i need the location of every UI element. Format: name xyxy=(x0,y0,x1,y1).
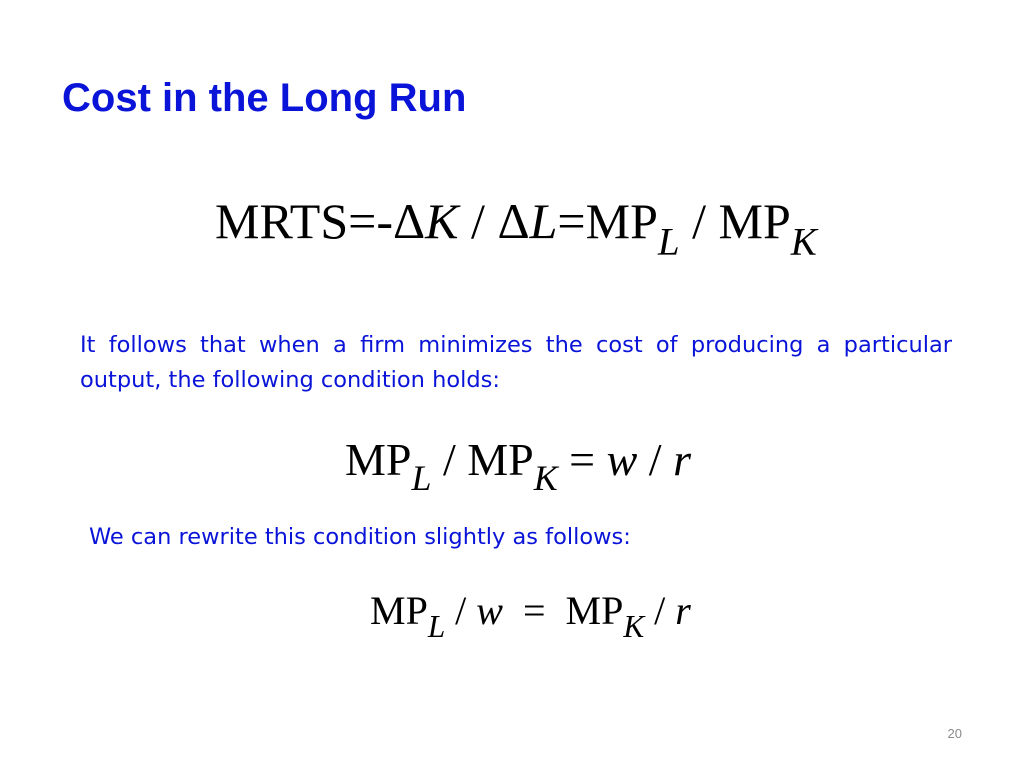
labor-subscript: L xyxy=(657,220,680,264)
rewritten-condition-equation xyxy=(370,588,691,645)
capital-variable: K xyxy=(425,193,459,249)
labor-variable: L xyxy=(529,193,558,249)
division-slash: / xyxy=(431,434,468,485)
marginal-product-label: MP xyxy=(467,434,534,485)
wage-variable: w xyxy=(476,588,503,633)
capital-subscript: K xyxy=(533,458,558,499)
marginal-product-label: MP xyxy=(718,193,791,249)
cost-minimization-condition-equation xyxy=(345,434,691,499)
division-slash: / xyxy=(458,193,498,249)
division-slash: / xyxy=(644,588,676,633)
equals-sign: = xyxy=(557,193,586,249)
labor-subscript: L xyxy=(427,609,446,645)
delta-symbol: Δ xyxy=(497,193,530,249)
rental-rate-variable: r xyxy=(673,434,691,485)
marginal-product-label: MP xyxy=(585,193,658,249)
division-slash: / xyxy=(679,193,719,249)
rental-rate-variable: r xyxy=(675,588,691,633)
cost-minimization-paragraph: It follows that when a firm minimizes the cost of producing a particular output, the following condition holds: xyxy=(80,332,952,393)
mrts-equation xyxy=(215,193,817,264)
capital-subscript: K xyxy=(790,220,817,264)
division-slash: / xyxy=(445,588,477,633)
slide-title: Cost in the Long Run xyxy=(62,76,467,120)
wage-variable: w xyxy=(606,434,638,485)
equals-sign: = xyxy=(502,588,566,633)
labor-subscript: L xyxy=(411,458,432,499)
page-number: 20 xyxy=(947,726,962,741)
equals-minus-sign: =- xyxy=(348,193,394,249)
marginal-product-label: MP xyxy=(345,434,412,485)
delta-symbol: Δ xyxy=(393,193,426,249)
division-slash: / xyxy=(637,434,674,485)
marginal-product-label: MP xyxy=(370,588,428,633)
capital-subscript: K xyxy=(623,609,645,645)
marginal-product-label: MP xyxy=(565,588,624,633)
equals-sign: = xyxy=(557,434,607,485)
rewrite-condition-paragraph: We can rewrite this condition slightly as follows: xyxy=(89,524,631,550)
mrts-label: MRTS xyxy=(215,193,349,249)
